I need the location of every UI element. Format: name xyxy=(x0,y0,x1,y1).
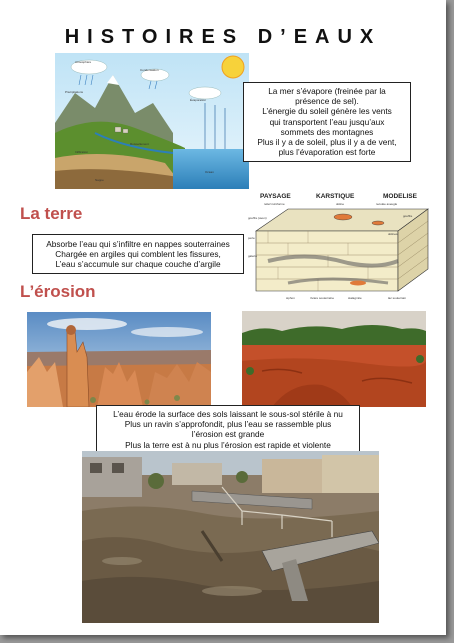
karst-label: reculée aveugle xyxy=(376,202,398,206)
evaporation-line: qui transportent l’eau jusqu’aux xyxy=(269,116,385,127)
evaporation-line: La mer s’évapore (freinée par la xyxy=(268,86,386,96)
karst-label: lac souterrain xyxy=(388,296,407,300)
water-cycle-illustration xyxy=(55,53,249,189)
flood-photo xyxy=(82,451,379,623)
cycle-label-aquifer: Nappe xyxy=(95,178,104,182)
karst-label: perte xyxy=(248,236,255,240)
karst-label: siphon xyxy=(286,296,295,300)
erosion-line: l’érosion est grande xyxy=(191,429,265,440)
terre-line: Chargée en argiles qui comblent les fissures, xyxy=(55,249,221,260)
eroded-field-photo xyxy=(242,311,426,407)
karst-label: galerie xyxy=(248,254,258,258)
terre-line: Absorbe l’eau qui s’infiltre en nappes souterraines xyxy=(46,239,230,249)
terre-line: L’eau s’accumule sur chaque couche d’argile xyxy=(55,259,221,270)
karst-label: gouffre (aven) xyxy=(248,216,267,220)
karst-diagram xyxy=(248,191,436,303)
karst-label: rivière souterraine xyxy=(310,296,335,300)
erosion-textbox xyxy=(96,405,360,454)
page-title: HISTOIRES D’EAUX xyxy=(64,26,382,48)
cycle-label-ocean: Océan xyxy=(205,170,214,174)
heading-la-terre: La terre xyxy=(20,204,83,223)
karst-caption-3: MODELISE xyxy=(383,193,417,200)
heading-erosion: L’érosion xyxy=(20,282,96,301)
evaporation-line: L’énergie du soleil génère les vents xyxy=(262,106,392,117)
cycle-label-evaporation: Évaporation xyxy=(190,98,207,102)
karst-label: doline xyxy=(336,202,345,206)
terre-textbox xyxy=(32,234,244,274)
erosion-line: L’eau érode la surface des sols laissant le sous-sol stérile à nu xyxy=(113,409,343,419)
cycle-label-precipitation: Précipitations xyxy=(65,90,84,94)
cycle-label-infiltration: Infiltration xyxy=(75,150,89,154)
karst-label: dolines xyxy=(388,232,398,236)
cycle-label-runoff: Ruissellement xyxy=(130,142,149,146)
evaporation-line: présence de sel). xyxy=(295,96,359,107)
cycle-label-condensation: Condensation xyxy=(140,68,159,72)
evaporation-textbox xyxy=(243,82,411,162)
karst-label: relief ruiniforme xyxy=(264,202,285,206)
karst-caption-2: KARSTIQUE xyxy=(316,193,355,200)
evaporation-line: plus l’évaporation est forte xyxy=(278,147,376,158)
karst-label: stalagmite xyxy=(348,296,362,300)
evaporation-line: Plus il y a de soleil, plus il y a de vent, xyxy=(257,137,397,148)
erosion-line: Plus la terre est à nu plus l’érosion est rapide et violente xyxy=(125,439,331,450)
canyon-photo xyxy=(27,312,211,407)
cycle-label-atmosphere: Atmosphère xyxy=(75,60,92,64)
karst-caption-1: PAYSAGE xyxy=(260,193,291,200)
evaporation-line: sommets des montagnes xyxy=(280,126,374,137)
erosion-line: Plus un ravin s’approfondit, plus l’eau se rassemble plus xyxy=(124,419,332,430)
karst-label: gouffre xyxy=(403,214,413,218)
